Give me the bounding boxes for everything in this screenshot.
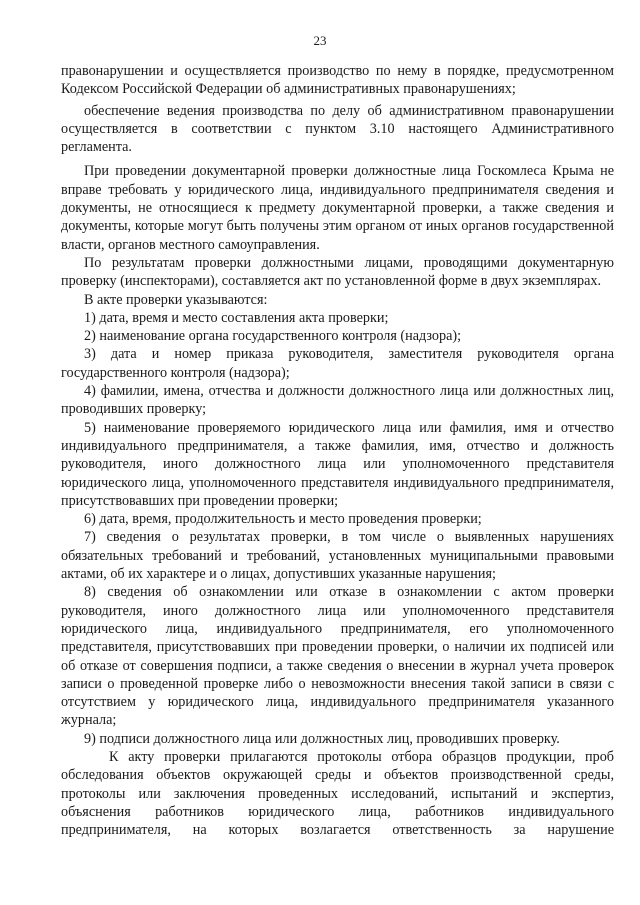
- paragraph-attachments: К акту проверки прилагаются протоколы отбора образцов продукции, проб обследования объектов окружающей среды и объектов производственной среды, протоколы или заключения проведенных исследований, испытаний и экспертиз, объяснения работников юридического лица, работников индивидуального предпринимателя, на которых возлагается ответственность за нарушение: [61, 748, 614, 839]
- paragraph-documentary-check-limits: При проведении документарной проверки должностные лица Госкомлеса Крыма не вправе требовать у юридического лица, индивидуального предпринимателя сведения и документы, не относящиеся к предмету документарной проверки, а также сведения и документы, которые могут быть получены этим органом от иных органов государственной власти, органов местного самоуправления.: [61, 163, 614, 253]
- paragraph-continuation: правонарушении и осуществляется производство по нему в порядке, предусмотренном Кодексом Российской Федерации об административных правонарушениях;: [61, 63, 614, 98]
- paragraph-act-contents-intro: В акте проверки указываются:: [84, 291, 268, 308]
- paragraph-proceedings: обеспечение ведения производства по делу об административном правонарушении осуществляется в соответствии с пунктом 3.10 настоящего Административного регламента.: [61, 102, 614, 156]
- list-item-9: 9) подписи должностного лица или должностных лиц, проводивших проверку.: [84, 730, 560, 747]
- list-item-6: 6) дата, время, продолжительность и место проведения проверки;: [84, 511, 482, 528]
- list-item-7: 7) сведения о результатах проверки, в том числе о выявленных нарушениях обязательных требований и требований, установленных муниципальными правовыми актами, об их характере и о лицах, допустивших указанные нарушения;: [61, 529, 614, 583]
- list-item-8: 8) сведения об ознакомлении или отказе в ознакомлении с актом проверки руководителя, иного должностного лица или уполномоченного представителя юридического лица, индивидуального предпринимателя, его уполномоченного представителя, присутствовавших при проведении проверки, о наличии их подписей или об отказе от совершения подписи, а также сведения о внесении в журнал учета проверок записи о проведенной проверке либо о невозможности внесения такой записи в связи с отсутствием у юридического лица, индивидуального предпринимателя указанного журнала;: [61, 584, 614, 729]
- list-item-1: 1) дата, время и место составления акта проверки;: [84, 309, 389, 326]
- paragraph-inspection-act: По результатам проверки должностными лицами, проводящими документарную проверку (инспекторами), составляется акт по установленной форме в двух экземплярах.: [61, 254, 614, 290]
- document-body: [61, 62, 614, 839]
- page-number: 23: [313, 33, 327, 48]
- list-item-4: 4) фамилии, имена, отчества и должности должностного лица или должностных лиц, проводивших проверку;: [61, 383, 614, 418]
- list-item-3: 3) дата и номер приказа руководителя, заместителя руководителя органа государственного контроля (надзора);: [61, 346, 614, 381]
- list-item-2: 2) наименование органа государственного контроля (надзора);: [84, 328, 462, 345]
- list-item-5: 5) наименование проверяемого юридического лица или фамилия, имя и отчество индивидуального предпринимателя, а также фамилия, имя, отчество и должность руководителя, иного должностного лица или уполномоченного представителя юридического лица, уполномоченного представителя индивидуального предпринимателя, присутствовавших при проведении проверки;: [61, 419, 614, 509]
